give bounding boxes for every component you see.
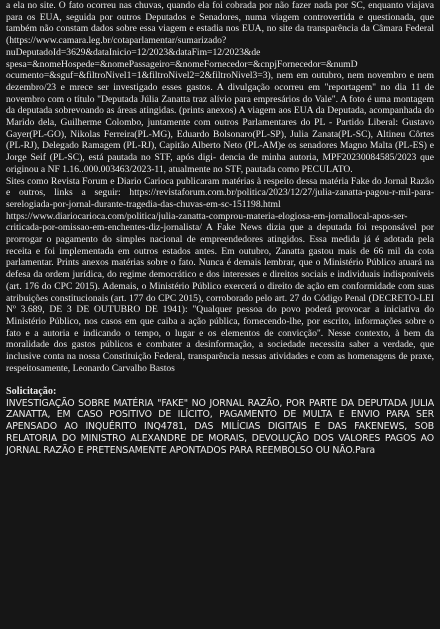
section-gap xyxy=(6,375,434,386)
body-paragraph-1: a ela no site. O fato ocorreu nas chuvas, quando ela foi cobrada por não fazer nada por SC, enquanto viajava para os EUA, seguida por outros Deputados e Senadores, numa viagem controvertida e questionada, que também não constam dados sobre essa viagem e estadia nos EUA, no site da transparência da Câmara Federal (https://www.camara.leg.br/cotaparlamentar/sumarizado?nuDeputadoId=3629&dataInicio=12/2023&dataFim=12/2023&de spesa=&nomeHospede=&nomePassageiro=&nomeFornecedor=&cnpjFornecedor=&numD ocumento=&sguf=&filtroNivel1=1&filtroNivel2=2&filtroNivel3=3), nem em outubro, nem novembro e nem dezembro/23 e mrece ser investigado esses gastos. A divulgação ocorreu em "reportagem" no dia 11 de novembro com o título "Deputada Júlia Zanatta traz alívio para empresários do Vale". A foto é uma montagem da deputada sobrevoando as áreas atingidas. (prints anexos) A viagem aos EUA da Deputada, acompanhada do Marido dela, Guilherme Colombo, juntamente com outros Parlamentares do PL - Partido Liberal: Gustavo Gayer(PL-GO), Nikolas Ferreira(PL-MG), Eduardo Bolsonaro(PL-SP), Julia Zanata(PL-SC), Altineu Côrtes (PL-RJ), Delegado Ramagem (PL-RJ), Capitão Alberto Neto (PL-AM)e os senadores Magno Malta (PL-ES) e Jorge Seif (PL-SC), está pautada no STF, após digi- dencia de minha autoria, MPF20230084585/2023 que originou a NF 1.16..000.003463/2023-11, atualmente no STF, pautada como PECULATO. xyxy=(6,0,434,175)
request-text: INVESTIGAÇÃO SOBRE MATÉRIA "FAKE" NO JORNAL RAZÃO, POR PARTE DA DEPUTADA JULIA ZANATTA, EM CASO POSITIVO DE ILÍCITO, PAGAMENTO DE MULTA E ENVIO PARA SER APENSADO AO INQUÉRITO INQ4781, DAS MILÍCIAS DIGITAIS E DAS FAKENEWS, SOB RELATORIA DO MINISTRO ALEXANDRE DE MORAIS, DEVOLUÇÃO DOS VALORES PAGOS AO JORNAL RAZÃO E PRETENSAMENTE APONTADOS PARA REEMBOLSO OU NÃO.Para xyxy=(6,397,434,457)
request-label: Solicitação: xyxy=(6,385,57,397)
body-paragraph-3: https://www.diariocarioca.com/politica/julia-zanatta-comprou-materia-elogiosa-em-jornallocal-apos-ser-criticada-por-omissao-em-enchentes-diz-jornalista/ A Fake News dizia que a deputada foi responsável por prorrogar o pagamento do simples nacional de empreendedores atingidos. Essa medida já é adotada pela receita e foi implementada em outros estados antes. Em outubro, Zanatta gastou mais de 66 mil da cota parlamentar. Prints anexos matérias sobre o fato. Nunca é demais lembrar, que o Ministério Público atuará na defesa da ordem jurídica, do regime democrático e dos interesses e direitos sociais e individuais indisponíveis (art. 176 do CPC 2015). Ademais, o Ministério Público exercerá o direito de ação em conformidade com suas atribuições constitucionais (art. 177 do CPC 2015), corroborado pelo art. 27 do Código Penal (DECRETO-LEI Nº 3.689, DE 3 DE OUTUBRO DE 1941): "Qualquer pessoa do povo poderá provocar a iniciativa do Ministério Público, nos casos em que caiba a ação pública, fornecendo-lhe, por escrito, informações sobre o fato e a autoria e indicando o tempo, o lugar e os elementos de convicção". Nesse contexto, à bem da moralidade dos gastos públicos e combater a desinformação, a sociedade necessita saber a verdade, que inclusive conta na nossa Constituição Federal, transparência nessas atividades e com as homenagens de praxe, respeitosamente, Leonardo Carvalho Bastos xyxy=(6,210,434,374)
body-paragraph-2: Sites como Revista Forum e Diario Carioca publicaram matérias à respeito dessa matéria Fake do Jornal Razão e outros, links a seguir: https://revistaforum.com.br/politica/2023/12/27/julia-zanatta-pagou-r-mil-para-serelogiada-por-jornal-durante-tragedia-das-chuvas-em-sc-151198.html xyxy=(6,175,434,210)
